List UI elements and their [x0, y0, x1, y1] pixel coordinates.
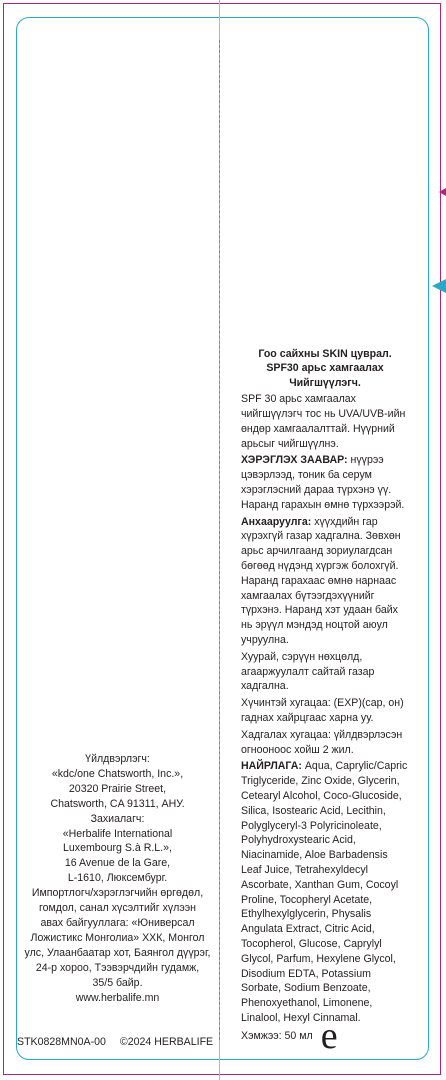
manufacturer-line: 24-р хороо, Тээвэрчдийн гудамж, — [35, 961, 200, 974]
dashed-fold-line — [219, 40, 220, 1040]
title-line: Гоо сайхны SKIN цуврал. — [258, 348, 392, 360]
manufacturer-line: Ложистикс Монголиа» ХХК, Монгол — [30, 931, 205, 944]
warning-text: хүүхдийн гар хүрэхгүй газар хадгална. Зөвхөн арьс арчилгаанд зориулагдсан бөгөөд нүдэнд хүргэж болохгүй. Наранд гарахаас өмнө нарнаас хамгаалах бүтээгдэхүүнийг түрхэнэ. Наранд хэт удаан байх нь эрүүл мэндэд ноцтой аюул учруулна. — [241, 515, 401, 646]
ingredients-text: Aqua, Caprylic/Capric Triglyceride, Zinc Oxide, Glycerin, Cetearyl Alcohol, Coco-Glucoside, Silica, Isostearic Acid, Lecithin, Polyglyceryl-3 Polyricinoleate, Polyhydroxystearic Acid, Niacinamide, Aloe Barbadensis Leaf Juice, Tetrahexyldecyl Ascorbate, Xanthan Gum, Cocoyl Proline, Tocopheryl Acetate, Ethylhexylglycerin, Physalis Angulata Extract, Citric Acid, Tocopherol, Glucose, Caprylyl Glycol, Parfum, Hexylene Glycol, Disodium EDTA, Potassium Sorbate, Sodium Benzoate, Phenoxyethanol, Limonene, Linalool, Hexyl Cinnamal. — [241, 760, 408, 1024]
usage-text: нүүрээ цэвэрлээд, тоник ба серум хэрэглэсний дараа түрхэнэ үү. Наранд гарахын өмнө түрхээрэй. — [241, 454, 405, 511]
ingredients-label: НАЙРЛАГА: — [241, 760, 302, 773]
manufacturer-line: Үйлдвэрлэгч: — [85, 753, 150, 765]
expiry-text: Хүчинтэй хугацаа: (EXP)(сар, он) гаднах хайрцгаас харна уу. — [241, 697, 404, 724]
manufacturer-line: Импортлогч/хэрэглэгчийн өргөдөл, — [31, 887, 204, 900]
manufacturer-info — [20, 752, 215, 1005]
website-link: www.herbalife.mn — [75, 991, 160, 1004]
manufacturer-line: 20320 Prairie Street, — [68, 782, 167, 795]
cutline-arrow-icon — [432, 279, 446, 293]
product-info-column — [241, 347, 409, 1028]
manufacturer-line: авах байгууллага: «Юниверсал — [40, 916, 195, 929]
manufacturer-line: 16 Avenue de la Gare, — [64, 857, 171, 870]
net-content-row — [241, 1015, 338, 1057]
warning-section — [241, 515, 409, 648]
estimated-sign-icon: e — [320, 1015, 338, 1057]
registration-arrow-icon — [439, 188, 446, 196]
ingredients-section — [241, 759, 409, 1025]
product-description: SPF 30 арьс хамгаалах чийгшүүлэгч тос нь UVA/UVB-ийн өндөр хамгаалалттай. Нүүрний арьсыг чийгшүүлнэ. — [241, 393, 406, 450]
copyright: ©2024 HERBALIFE — [119, 1036, 214, 1048]
manufacturer-line: 35/5 байр. — [92, 976, 143, 989]
net-content-label: Хэмжээ: 50 мл — [241, 1030, 313, 1042]
manufacturer-line: L-1610, Люксембург. — [67, 872, 168, 885]
manufacturer-line: «Herbalife International — [62, 827, 173, 840]
storage-text: Хуурай, сэрүүн нөхцөлд, агааржуулалт сайтай газар хадгална. — [241, 650, 375, 693]
manufacturer-line: Luxembourg S.à R.L.», — [63, 842, 172, 855]
warning-label: Анхааруулга: — [241, 515, 312, 528]
manufacturer-line: гомдол, санал хүсэлтийг хүлээн — [38, 902, 197, 915]
usage-section — [241, 453, 409, 512]
manufacturer-line: «kdc/one Chatsworth, Inc.», — [51, 767, 184, 780]
shelf-life-text: Хадгалах хугацаа: үйлдвэрлэсэн огнооноос хойш 2 жил. — [241, 728, 403, 756]
title-line: Чийгшүүлэгч. — [289, 376, 361, 389]
usage-label: ХЭРЭГЛЭХ ЗААВАР: — [241, 454, 348, 467]
manufacturer-line: улс, Улаанбаатар хот, Баянгол дүүрэг, — [24, 946, 211, 959]
footer — [17, 1036, 213, 1048]
manufacturer-line: Chatsworth, CA 91311, АНУ. — [50, 797, 185, 810]
title-line: SPF30 арьс хамгаалах — [266, 362, 384, 375]
manufacturer-line: Захиалагч: — [90, 812, 145, 825]
product-title — [241, 347, 409, 390]
product-code: STK0828MN0A-00 — [17, 1036, 106, 1048]
